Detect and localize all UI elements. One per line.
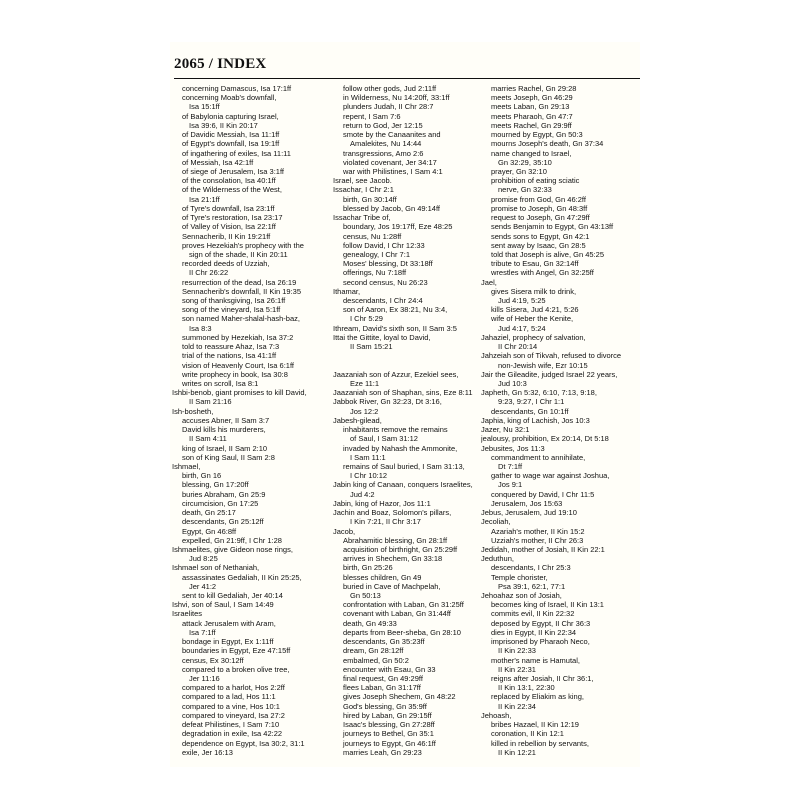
index-subentry: blesses children, Gn 49 — [343, 572, 422, 582]
index-subentry: Isa 7:1ff — [189, 627, 216, 637]
index-subentry: II Sam 15:21 — [350, 342, 393, 352]
index-subentry: God's blessing, Gn 35:9ff — [343, 701, 427, 711]
index-subentry: Jos 9:1 — [498, 480, 523, 490]
index-subentry: of the Wilderness of the West, — [182, 185, 282, 195]
index-subentry: II Kin 12:21 — [498, 747, 536, 757]
index-subentry: census, Nu 1:28ff — [343, 231, 402, 241]
index-subentry: descendants, I Chr 25:3 — [491, 563, 571, 573]
section-title: INDEX — [217, 56, 267, 72]
index-subentry: Isa 15:1ff — [189, 102, 220, 112]
index-subentry: Eze 11:1 — [350, 379, 380, 388]
index-subentry: dependence on Egypt, Isa 30:2, 31:1 — [182, 738, 305, 748]
index-subentry: census, Ex 30:12ff — [182, 655, 244, 665]
index-subentry: violated covenant, Jer 34:17 — [343, 157, 437, 167]
index-subentry: compared to a harlot, Hos 2:2ff — [182, 683, 285, 693]
index-subentry: of Babylonia capturing Israel, — [182, 111, 279, 121]
index-entry: Jachin and Boaz, Solomon's pillars, — [333, 508, 452, 518]
index-subentry: Azariah's mother, II Kin 15:2 — [491, 526, 585, 536]
index-subentry: vision of Heavenly Court, Isa 6:1ff — [182, 360, 295, 370]
index-subentry: Isa 8:3 — [189, 323, 212, 333]
index-entry: Jabin, king of Hazor, Jos 11:1 — [333, 498, 431, 508]
index-subentry: Jos 12:2 — [350, 406, 379, 416]
index-subentry: of Tyre's restoration, Isa 23:17 — [182, 213, 283, 223]
index-subentry: mother's name is Hamutal, — [491, 655, 580, 665]
index-subentry: proves Hezekiah's prophecy with the — [182, 240, 304, 250]
index-entry: Jazer, Nu 32:1 — [481, 425, 530, 435]
index-subentry: of Davidic Messiah, Isa 11:1ff — [182, 130, 280, 140]
index-page — [170, 42, 640, 767]
index-subentry: follow David, I Chr 12:33 — [343, 240, 425, 250]
index-subentry: summoned by Hezekiah, Isa 37:2 — [182, 332, 294, 342]
index-subentry: 9:23, 9:27, I Chr 1:1 — [498, 397, 565, 407]
index-subentry: genealogy, I Chr 7:1 — [343, 249, 410, 259]
index-subentry: Jer 41:2 — [189, 581, 217, 591]
index-subentry: meets Pharaoh, Gn 47:7 — [491, 111, 573, 121]
index-subentry: death, Gn 49:33 — [343, 618, 397, 628]
header-rule — [174, 78, 640, 79]
index-subentry: sent to kill Gedaliah, Jer 40:14 — [182, 591, 283, 601]
index-subentry: accuses Abner, II Sam 3:7 — [182, 415, 270, 425]
index-subentry: gather to wage war against Joshua, — [491, 471, 610, 481]
index-subentry: final request, Gn 49:29ff — [343, 674, 423, 683]
index-subentry: I Chr 5:29 — [350, 314, 383, 324]
index-subentry: of Egypt's downfall, Isa 19:1ff — [182, 139, 280, 149]
index-subentry: imprisoned by Pharaoh Neco, — [491, 637, 590, 647]
index-subentry: of siege of Jerusalem, Isa 3:1ff — [182, 166, 285, 176]
index-subentry: II Sam 21:16 — [189, 397, 232, 407]
index-subentry: departs from Beer-sheba, Gn 28:10 — [343, 627, 461, 637]
index-subentry: promise to Joseph, Gn 48:3ff — [491, 203, 588, 213]
index-subentry: replaced by Eliakim as king, — [491, 692, 584, 702]
index-entry: Jahzeiah son of Tikvah, refused to divorce — [481, 351, 622, 361]
index-entry: Jebus, Jerusalem, Jud 19:10 — [481, 508, 577, 518]
index-subentry: sign of the shade, II Kin 20:11 — [189, 249, 288, 259]
index-subentry: gives Sisera milk to drink, — [491, 286, 577, 296]
index-subentry: circumcision, Gn 17:25 — [182, 498, 259, 508]
index-subentry: of Messiah, Isa 42:1ff — [182, 157, 254, 167]
index-subentry: II Kin 22:31 — [498, 664, 536, 674]
index-subentry: II Kin 22:33 — [498, 646, 536, 656]
index-subentry: war with Philistines, I Sam 4:1 — [343, 166, 443, 176]
index-subentry: of ingathering of exiles, Isa 11:11 — [182, 148, 291, 158]
index-subentry: transgressions, Amo 2:6 — [343, 148, 424, 158]
index-subentry: Sennacherib, II Kin 19:21ff — [182, 231, 271, 241]
index-entry: jealousy, prohibition, Ex 20:14, Dt 5:18 — [481, 434, 609, 444]
index-subentry: acquisition of birthright, Gn 25:29ff — [343, 544, 458, 554]
index-entry: Ithream, David's sixth son, II Sam 3:5 — [333, 323, 457, 333]
index-entry: Jabbok River, Gn 32:23, Dt 3:16, — [333, 397, 442, 407]
index-subentry: journeys to Egypt, Gn 46:1ff — [343, 738, 436, 748]
index-subentry: Jud 4:19, 5:25 — [498, 296, 546, 306]
index-entry: Jehoash, — [481, 710, 512, 720]
index-subentry: Jerusalem, Jos 15:63 — [491, 498, 563, 508]
index-entry: Ishmaelites, give Gideon nose rings, — [172, 544, 293, 554]
index-subentry: non-Jewish wife, Ezr 10:15 — [498, 360, 588, 370]
index-subentry: Isa 39:6, II Kin 20:17 — [189, 120, 258, 130]
index-subentry: nerve, Gn 32:33 — [498, 185, 552, 195]
index-subentry: bondage in Egypt, Ex 1:11ff — [182, 637, 274, 647]
index-entry: Jaazaniah son of Azzur, Ezekiel sees, — [333, 369, 459, 379]
index-subentry: song of thanksgiving, Isa 26:1ff — [182, 296, 286, 306]
index-subentry: Isa 21:1ff — [189, 194, 220, 204]
index-subentry: compared to a vine, Hos 10:1 — [182, 701, 280, 711]
index-entry: Jael, — [481, 277, 497, 287]
index-subentry: Sennacherib's downfall, II Kin 19:35 — [182, 286, 302, 296]
index-subentry: expelled, Gn 21:9ff, I Chr 1:28 — [182, 535, 282, 545]
index-subentry: of Tyre's downfall, Isa 23:1ff — [182, 203, 275, 213]
index-subentry: concerning Damascus, Isa 17:1ff — [182, 84, 292, 93]
index-subentry: commandment to annihilate, — [491, 452, 586, 462]
index-subentry: writes on scroll, Isa 8:1 — [182, 379, 259, 388]
index-entry: Japheth, Gn 5:32, 6:10, 7:13, 9:18, — [481, 388, 597, 398]
index-subentry: compared to vineyard, Isa 27:2 — [182, 710, 285, 720]
index-entry — [333, 361, 483, 370]
index-subentry: degradation in exile, Isa 42:22 — [182, 729, 283, 739]
index-subentry: marries Rachel, Gn 29:28 — [491, 84, 577, 93]
index-entry: Ishmael son of Nethaniah, — [172, 563, 260, 573]
index-subentry: repent, I Sam 7:6 — [343, 111, 401, 121]
index-subentry: write prophecy in book, Isa 30:8 — [182, 369, 288, 379]
index-subentry: kills Sisera, Jud 4:21, 5:26 — [491, 305, 579, 315]
index-subentry: meets Laban, Gn 29:13 — [491, 102, 570, 112]
index-subentry: wrestles with Angel, Gn 32:25ff — [491, 268, 594, 278]
index-subentry: covenant with Laban, Gn 31:44ff — [343, 609, 451, 619]
index-subentry: I Sam 11:1 — [350, 452, 386, 462]
index-subentry: in Wilderness, Nu 14:20ff, 33:1ff — [343, 93, 450, 103]
index-subentry: sends sons to Egypt, Gn 42:1 — [491, 231, 590, 241]
index-subentry: Egypt, Gn 46:8ff — [182, 526, 237, 536]
index-entry: Ishbi-benob, giant promises to kill David, — [172, 388, 307, 398]
index-entry: Ish-bosheth, — [172, 406, 214, 416]
index-entry: Israelites — [172, 609, 203, 619]
index-subentry: told that Joseph is alive, Gn 45:25 — [491, 249, 604, 259]
index-subentry: conquered by David, I Chr 11:5 — [491, 489, 595, 499]
index-subentry: son of Aaron, Ex 38:21, Nu 3:4, — [343, 305, 448, 315]
index-entry: Jeduthun, — [481, 554, 514, 564]
index-subentry: resurrection of the dead, Isa 26:19 — [182, 277, 297, 287]
index-subentry: buried in Cave of Machpelah, — [343, 581, 441, 591]
index-subentry: tribute to Esau, Gn 32:14ff — [491, 259, 579, 269]
index-entry: Ithamar, — [333, 286, 361, 296]
index-subentry: meets Rachel, Gn 29:9ff — [491, 120, 572, 130]
index-subentry: boundaries in Egypt, Eze 47:15ff — [182, 646, 291, 656]
index-entry — [333, 351, 483, 360]
index-entry: Jaazaniah son of Shaphan, sins, Eze 8:11 — [333, 388, 473, 398]
index-subentry: embalmed, Gn 50:2 — [343, 655, 409, 665]
index-subentry: deposed by Egypt, II Chr 36:3 — [491, 618, 591, 628]
index-subentry: name changed to Israel, — [491, 148, 572, 158]
index-subentry: boundary, Jos 19:17ff, Eze 48:25 — [343, 222, 453, 232]
index-subentry: II Sam 4:11 — [189, 434, 227, 444]
index-entry: Issachar Tribe of, — [333, 213, 391, 223]
index-subentry: II Chr 20:14 — [498, 342, 538, 352]
index-column-3 — [481, 84, 631, 757]
index-entry: Jebusites, Jos 11:3 — [481, 443, 545, 453]
index-subentry: buries Abraham, Gn 25:9 — [182, 489, 266, 499]
index-subentry: Amalekites, Nu 14:44 — [350, 139, 422, 149]
index-subentry: II Kin 13:1, 22:30 — [498, 683, 555, 693]
index-subentry: arrives in Shechem, Gn 33:18 — [343, 554, 443, 564]
index-subentry: request to Joseph, Gn 47:29ff — [491, 213, 590, 223]
index-subentry: descendants, Gn 25:12ff — [182, 517, 264, 527]
index-subentry: birth, Gn 16 — [182, 471, 222, 481]
index-subentry: dream, Gn 28:12ff — [343, 646, 404, 656]
index-subentry: bribes Hazael, II Kin 12:19 — [491, 720, 579, 730]
index-subentry: mourns Joseph's death, Gn 37:34 — [491, 139, 604, 149]
index-subentry: trial of the nations, Isa 41:1ff — [182, 351, 277, 361]
index-subentry: promise from God, Gn 46:2ff — [491, 194, 586, 204]
index-subentry: defeat Philistines, I Sam 7:10 — [182, 720, 280, 730]
index-subentry: inhabitants remove the remains — [343, 425, 448, 435]
index-subentry: of the consolation, Isa 40:1ff — [182, 176, 276, 186]
index-subentry: flees Laban, Gn 31:17ff — [343, 683, 421, 693]
index-subentry: meets Joseph, Gn 46:29 — [491, 93, 573, 103]
index-subentry: reigns after Josiah, II Chr 36:1, — [491, 674, 594, 683]
index-subentry: son named Maher-shalal-hash-baz, — [182, 314, 300, 324]
index-subentry: mourned by Egypt, Gn 50:3 — [491, 130, 583, 140]
index-subentry: song of the vineyard, Isa 5:1ff — [182, 305, 281, 315]
index-subentry: birth, Gn 25:26 — [343, 563, 393, 573]
index-subentry: Jer 11:16 — [189, 674, 220, 683]
index-subentry: confrontation with Laban, Gn 31:25ff — [343, 600, 464, 610]
index-entry: Jedidah, mother of Josiah, II Kin 22:1 — [481, 544, 605, 554]
index-subentry: coronation, II Kin 12:1 — [491, 729, 564, 739]
index-subentry: sends Benjamin to Egypt, Gn 43:13ff — [491, 222, 614, 232]
index-subentry: I Kin 7:21, II Chr 3:17 — [350, 517, 421, 527]
index-subentry: death, Gn 25:17 — [182, 508, 236, 518]
index-subentry: Gn 32:29, 35:10 — [498, 157, 552, 167]
index-subentry: invaded by Nahash the Ammonite, — [343, 443, 458, 453]
index-subentry: birth, Gn 30:14ff — [343, 194, 397, 204]
index-entry: Jahaziel, prophecy of salvation, — [481, 332, 586, 342]
index-subentry: I Chr 10:12 — [350, 471, 388, 481]
index-subentry: remains of Saul buried, I Sam 31:13, — [343, 461, 465, 471]
index-entry: Ishmael, — [172, 461, 201, 471]
index-subentry: return to God, Jer 12:15 — [343, 120, 423, 130]
index-subentry: smote by the Canaanites and — [343, 130, 441, 140]
index-subentry: Psa 39:1, 62:1, 77:1 — [498, 581, 566, 591]
header-separator: / — [204, 56, 218, 72]
page-number: 2065 — [174, 56, 205, 72]
index-entry: Israel, see Jacob. — [333, 176, 392, 186]
index-subentry: of Saul, I Sam 31:12 — [350, 434, 418, 444]
index-subentry: plunders Judah, II Chr 28:7 — [343, 102, 434, 112]
index-entry: Jabesh-gilead, — [333, 415, 382, 425]
index-subentry: blessing, Gn 17:20ff — [182, 480, 249, 490]
index-subentry: recorded deeds of Uzziah, — [182, 259, 270, 269]
index-subentry: dies in Egypt, II Kin 22:34 — [491, 627, 577, 637]
index-subentry: assassinates Gedaliah, II Kin 25:25, — [182, 572, 302, 582]
index-subentry: told to reassure Ahaz, Isa 7:3 — [182, 342, 280, 352]
index-subentry: encounter with Esau, Gn 33 — [343, 664, 436, 674]
index-subentry: Moses' blessing, Dt 33:18ff — [343, 259, 433, 269]
index-subentry: Jud 4:17, 5:24 — [498, 323, 546, 333]
index-subentry: journeys to Bethel, Gn 35:1 — [343, 729, 434, 739]
index-subentry: attack Jerusalem with Aram, — [182, 618, 276, 628]
index-subentry: second census, Nu 26:23 — [343, 277, 428, 287]
index-subentry: Temple chorister, — [491, 572, 548, 582]
index-subentry: Dt 7:1ff — [498, 461, 523, 471]
index-subentry: commits evil, II Kin 22:32 — [491, 609, 575, 619]
index-entry: Ishvi, son of Saul, I Sam 14:49 — [172, 600, 274, 610]
index-subentry: hired by Laban, Gn 29:15ff — [343, 710, 432, 720]
index-entry: Ittai the Gittite, loyal to David, — [333, 332, 431, 342]
index-subentry: Isaac's blessing, Gn 27:28ff — [343, 720, 435, 730]
index-entry: Japhia, king of Lachish, Jos 10:3 — [481, 415, 590, 425]
index-subentry: Jud 10:3 — [498, 379, 527, 388]
index-subentry: marries Leah, Gn 29:23 — [343, 747, 422, 757]
index-column-2 — [333, 84, 483, 757]
index-subentry: compared to a broken olive tree, — [182, 664, 290, 674]
index-subentry: wife of Heber the Kenite, — [491, 314, 574, 324]
index-subentry: prohibition of eating sciatic — [491, 176, 580, 186]
index-subentry: compared to a lad, Hos 11:1 — [182, 692, 276, 702]
index-subentry: Gn 50:13 — [350, 591, 381, 601]
index-entry: Jabin king of Canaan, conquers Israelites, — [333, 480, 473, 490]
index-subentry: follow other gods, Jud 2:11ff — [343, 84, 437, 93]
index-subentry: exile, Jer 16:13 — [182, 747, 233, 757]
index-subentry: sent away by Isaac, Gn 28:5 — [491, 240, 586, 250]
page-header — [174, 56, 266, 73]
index-entry: Jehoahaz son of Josiah, — [481, 591, 562, 601]
index-subentry: Abrahamitic blessing, Gn 28:1ff — [343, 535, 448, 545]
index-subentry: descendants, Gn 10:1ff — [491, 406, 569, 416]
index-subentry: becomes king of Israel, II Kin 13:1 — [491, 600, 604, 610]
index-subentry: concerning Moab's downfall, — [182, 93, 277, 103]
index-column-1 — [172, 84, 322, 757]
index-subentry: king of Israel, II Sam 2:10 — [182, 443, 268, 453]
index-subentry: Jud 8:25 — [189, 554, 218, 564]
index-entry: Jacob, — [333, 526, 356, 536]
index-subentry: II Kin 22:34 — [498, 701, 536, 711]
index-subentry: Jud 4:2 — [350, 489, 375, 499]
index-entry: Jecoliah, — [481, 517, 511, 527]
index-subentry: prayer, Gn 32:10 — [491, 166, 547, 176]
index-subentry: gives Joseph Shechem, Gn 48:22 — [343, 692, 456, 702]
index-subentry: killed in rebellion by servants, — [491, 738, 589, 748]
index-subentry: son of King Saul, II Sam 2:8 — [182, 452, 275, 462]
index-entry: Jair the Gileadite, judged Israel 22 years, — [481, 369, 618, 379]
index-entry: Issachar, I Chr 2:1 — [333, 185, 394, 195]
index-subentry: David kills his murderers, — [182, 425, 266, 435]
index-subentry: of Valley of Vision, Isa 22:1ff — [182, 222, 276, 232]
index-subentry: II Chr 26:22 — [189, 268, 229, 278]
index-subentry: descendants, Gn 35:23ff — [343, 637, 425, 647]
index-subentry: offerings, Nu 7:18ff — [343, 268, 407, 278]
index-subentry: descendants, I Chr 24:4 — [343, 296, 423, 306]
index-subentry: Uzziah's mother, II Chr 26:3 — [491, 535, 584, 545]
index-subentry: blessed by Jacob, Gn 49:14ff — [343, 203, 441, 213]
